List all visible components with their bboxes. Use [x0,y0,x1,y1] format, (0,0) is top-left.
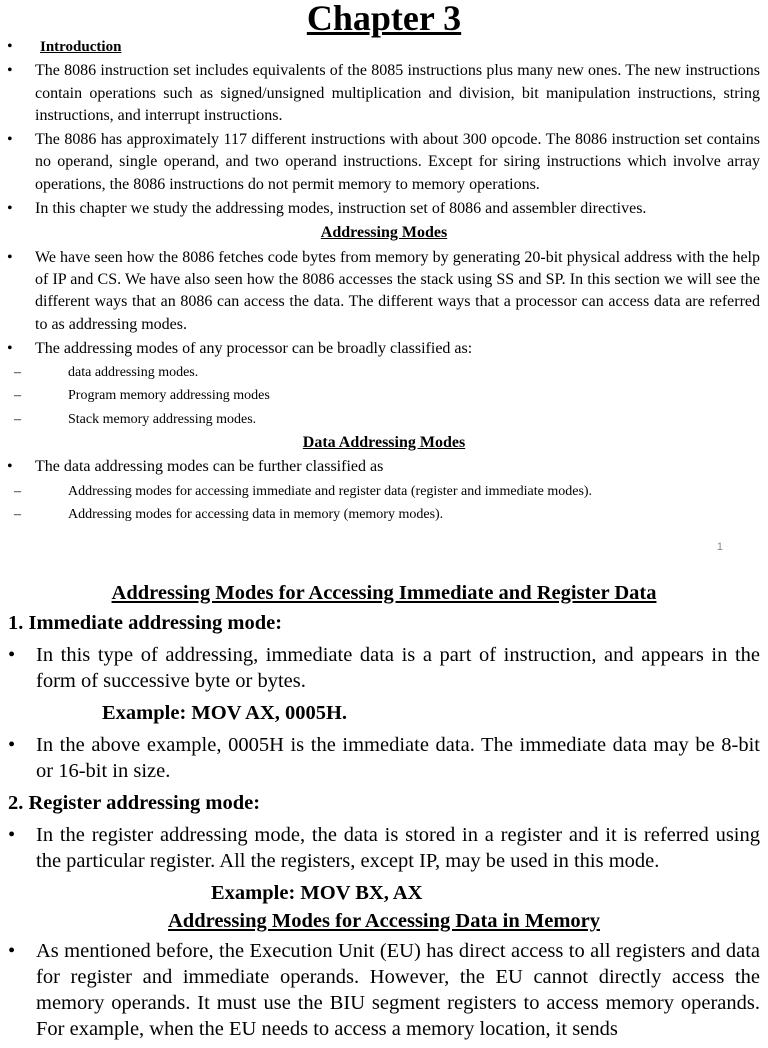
bullet: • [7,62,13,80]
register-example: Example: MOV BX, AX [211,882,423,904]
immediate-item-text: In the above example, 0005H is the immediate data. The immediate data may be 8-bit or 16-bit in size. [36,734,760,782]
dash: – [14,483,21,499]
dash: – [14,411,21,427]
subitem-text: data addressing modes. [68,365,199,381]
addressing-subitem-3 [0,409,768,431]
immediate-example: Example: MOV AX, 0005H. [102,702,348,724]
intro-item-3 [0,198,768,220]
bullet: • [7,458,13,476]
data-addressing-modes-heading: Data Addressing Modes [302,434,466,452]
bullet: • [7,38,13,55]
intro-item-text: The 8086 has approximately 117 different instructions with about 300 opcode. The 8086 instruction set contains no operand, single operand, and two operand instructions. Except for siring instructions which involve array operations, the 8086 instructions do not permit memory to memory operations. [35,131,760,193]
dash: – [14,365,21,381]
slide-2 [0,578,768,1040]
introduction-label: Introduction [40,39,122,55]
register-item-1 [0,822,768,874]
intro-item-2 [0,129,768,196]
immediate-item-1 [0,642,768,694]
chapter-title: Chapter 3 [306,0,462,38]
data-subitem-1 [0,481,768,503]
bullet: • [7,248,13,266]
intro-item-text: The 8086 instruction set includes equivalents of the 8085 instructions plus many new ones. The new instructions contain operations such as signed/unsigned multiplication and division, bit manipulation instructions, string instructions, and interrupt instructions. [35,62,760,124]
memory-heading: Addressing Modes for Accessing Data in Memory [168,910,600,932]
addressing-subitem-1 [0,362,768,384]
bullet: • [7,200,13,218]
intro-item-1 [0,60,768,127]
immediate-item-2 [0,732,768,784]
addressing-item-text: The addressing modes of any processor can be broadly classified as: [35,339,473,357]
addressing-item-text: We have seen how the 8086 fetches code bytes from memory by generating 20-bit physical address with the help of IP and CS. We have also seen how the 8086 accesses the stack using SS and SP. In this section we will see the different ways that an 8086 can access the data. The different ways that a processor can access data are referred to as addressing modes. [35,248,760,333]
dash: – [14,388,21,404]
bullet: • [8,940,16,962]
addressing-modes-heading: Addressing Modes [320,224,448,242]
subitem-text: Addressing modes for accessing immediate and register data (register and immediate modes). [68,483,593,499]
bullet: • [7,131,13,149]
slide-2-body [0,578,768,1048]
immediate-mode-title: 1. Immediate addressing mode: [8,612,283,634]
slide-1-body [0,36,768,527]
bullet: • [8,824,16,846]
subitem-text: Addressing modes for accessing data in memory (memory modes). [68,506,444,522]
intro-item-text: In this chapter we study the addressing modes, instruction set of 8086 and assembler directives. [35,200,647,218]
immediate-register-heading: Addressing Modes for Accessing Immediate and Register Data [111,582,657,604]
page-number: 1 [716,541,723,553]
addressing-item-1 [0,247,768,336]
addressing-subitem-2 [0,385,768,407]
dash: – [14,506,21,522]
bullet: • [8,734,16,756]
data-subitem-2 [0,504,768,526]
memory-item [0,938,768,1042]
memory-item-text: As mentioned before, the Execution Unit (EU) has direct access to all registers and data for register and immediate operands. However, the EU cannot directly access the memory operands. It must use the BIU segment registers to access memory operands. For example, when the EU needs to access a memory location, it sends [36,940,760,1040]
addressing-item-2 [0,338,768,360]
bullet: • [7,339,13,357]
data-item [0,456,768,478]
bullet: • [8,644,16,666]
subitem-text: Stack memory addressing modes. [68,411,257,427]
immediate-item-text: In this type of addressing, immediate data is a part of instruction, and appears in the form of successive byte or bytes. [36,644,760,692]
register-mode-title: 2. Register addressing mode: [8,792,261,814]
intro-heading-item [0,36,768,58]
data-item-text: The data addressing modes can be further classified as [35,458,384,476]
subitem-text: Program memory addressing modes [68,388,270,404]
register-item-text: In the register addressing mode, the data is stored in a register and it is referred using the particular register. All the registers, except IP, may be used in this mode. [36,824,760,872]
